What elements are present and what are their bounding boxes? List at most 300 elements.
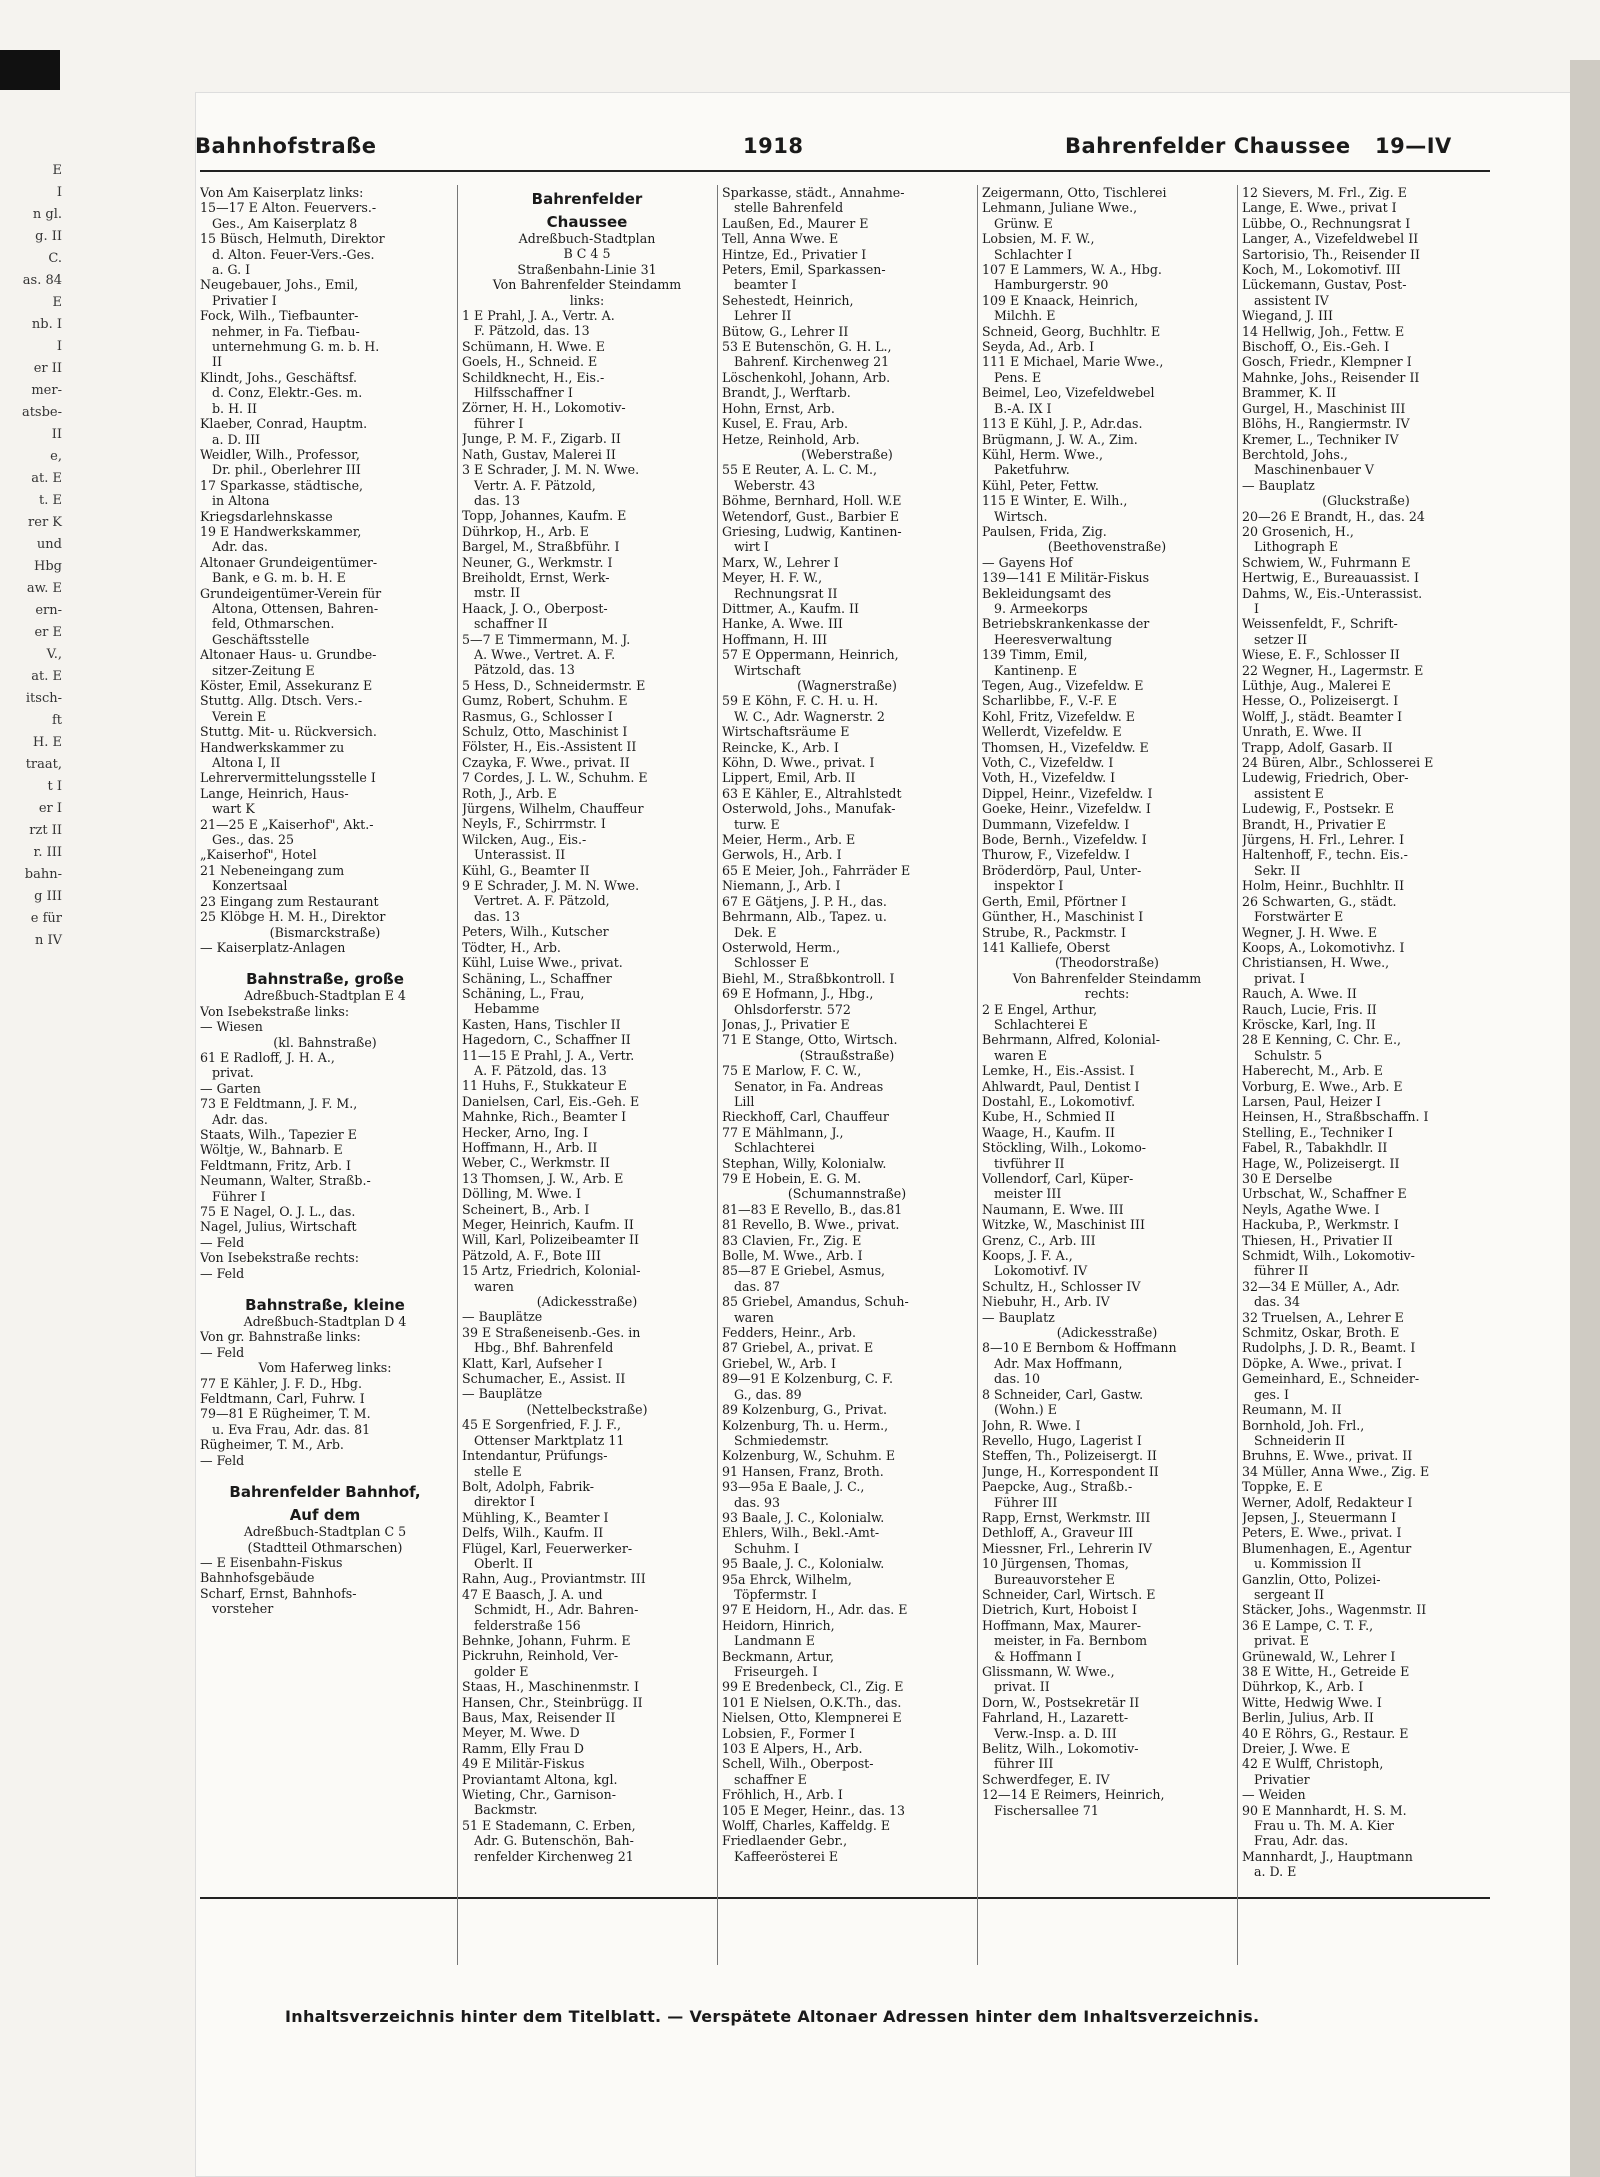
directory-entry: Pätzold, A. F., Bote III [462,1247,601,1263]
directory-entry: meister III [994,1186,1062,1202]
directory-entry: Rieckhoff, Carl, Chauffeur [722,1109,889,1125]
directory-entry: Vollendorf, Carl, Küper- [982,1171,1134,1186]
directory-entry: Feldtmann, Carl, Fuhrw. I [200,1391,365,1407]
column-2 [462,185,712,1965]
directory-entry: 1 E Prahl, J. A., Vertr. A. [462,308,615,324]
directory-entry: Mahnke, Rich., Beamter I [462,1109,627,1125]
directory-entry: a. D. III [212,431,261,447]
directory-entry: Biehl, M., Straßbkontroll. I [722,970,895,986]
directory-entry: renfelder Kirchenweg 21 [474,1848,634,1864]
directory-entry: Schumacher, E., Assist. II [462,1371,626,1387]
directory-entry: Dek. E [734,924,777,940]
directory-entry: privat. I [1254,970,1305,986]
directory-entry: Schwerdfeger, E. IV [982,1771,1110,1787]
directory-entry: (Adickesstraße) [1056,1325,1158,1341]
directory-entry: Osterwold, Herm., [722,939,841,955]
directory-entry: in Altona [212,493,270,509]
directory-entry: felderstraße 156 [474,1617,581,1633]
directory-entry: Bütow, G., Lehrer II [722,323,849,339]
directory-entry: Mahnke, Johs., Reisender II [1242,369,1420,385]
directory-entry: Wegner, J. H. Wwe. E [1242,924,1378,940]
directory-entry: Führer III [994,1494,1058,1510]
directory-entry: Adreßbuch-Stadtplan D 4 [243,1314,407,1330]
directory-entry: Dethloff, A., Graveur III [982,1525,1134,1541]
directory-entry: Lehmann, Juliane Wwe., [982,200,1138,216]
directory-entry: 141 Kalliefe, Oberst [982,939,1110,955]
directory-entry: 30 E Derselbe [1242,1171,1333,1186]
directory-entry: Dostahl, E., Lokomotivf. [982,1093,1136,1109]
directory-entry: Handwerkskammer zu [200,739,345,755]
directory-entry: 83 Clavien, Fr., Zig. E [722,1232,862,1248]
directory-entry: sergeant II [1254,1586,1325,1602]
directory-entry: Ahlwardt, Paul, Dentist I [982,1078,1140,1094]
directory-entry: 59 E Köhn, F. C. H. u. H. [722,693,879,709]
directory-entry: Kühl, Peter, Fettw. [982,477,1099,493]
directory-entry [200,1468,450,1478]
directory-entry: — Feld [200,1452,245,1468]
directory-entry: Köster, Emil, Assekuranz E [200,678,373,693]
directory-entry: 40 E Röhrs, G., Restaur. E [1242,1725,1409,1741]
directory-entry: Zörner, H. H., Lokomotiv- [462,400,626,416]
directory-entry: 95 Baale, J. C., Kolonialw. [722,1556,885,1572]
directory-entry: 15 Büsch, Helmuth, Direktor [200,231,385,247]
section-heading: Bahrenfelder [531,190,643,208]
directory-entry: 22 Wegner, H., Lagermstr. E [1242,662,1424,678]
directory-entry: 57 E Oppermann, Heinrich, [722,647,899,663]
directory-entry: Adreßbuch-Stadtplan E 4 [244,988,406,1004]
directory-entry: Haack, J. O., Oberpost- [462,600,608,616]
directory-page [195,92,1595,2177]
directory-entry: Paepcke, Aug., Straßb.- [982,1479,1133,1495]
directory-entry: Beckmann, Artur, [722,1648,834,1664]
column-divider [457,185,458,1965]
directory-entry: Rasmus, G., Schlosser I [462,708,613,724]
directory-entry: Vertret. A. F. Pätzold, [474,893,610,909]
directory-entry: Milchh. E [994,308,1056,324]
directory-entry: — Kaiserplatz-Anlagen [200,939,346,955]
directory-entry: Kröscke, Karl, Ing. II [1242,1016,1376,1032]
directory-entry: Hoffmann, H. III [722,631,828,647]
directory-entry: Schmidt, Wilh., Lokomotiv- [1242,1248,1415,1264]
directory-entry: Friseurgeh. I [734,1664,818,1679]
directory-entry: Kühl, Herm. Wwe., [982,446,1103,462]
directory-entry: Werner, Adolf, Redakteur I [1242,1494,1413,1510]
directory-entry: Sekr. II [1254,862,1301,878]
directory-entry: Junge, H., Korrespondent II [982,1463,1159,1479]
column-divider [977,185,978,1965]
directory-entry: Gemeinhard, E., Schneider- [1242,1371,1420,1387]
directory-entry: 15—17 E Alton. Feuervers.- [200,200,377,216]
directory-entry: Schlachterei E [994,1016,1088,1032]
directory-entry: Stelling, E., Techniker I [1242,1124,1393,1140]
directory-entry: Koch, M., Lokomotivf. III [1242,262,1401,278]
directory-entry: Dietrich, Kurt, Hoboist I [982,1602,1137,1618]
directory-entry: Hoffmann, Max, Maurer- [982,1617,1141,1633]
margin-fragment: itsch- [25,691,62,706]
directory-entry: Nath, Gustav, Malerei II [462,446,616,462]
directory-entry: das. 13 [474,908,521,924]
directory-entry: Hertwig, E., Bureauassist. I [1242,570,1420,586]
directory-entry: 75 E Marlow, F. C. W., [722,1063,862,1079]
directory-entry: 103 E Alpers, H., Arb. [722,1741,863,1757]
directory-entry: 87 Griebel, A., privat. E [722,1340,874,1356]
directory-entry: 32 Truelsen, A., Lehrer E [1242,1309,1404,1325]
directory-entry: Hagedorn, C., Schaffner II [462,1032,631,1048]
margin-fragment: ft [51,713,62,728]
directory-entry: 20—26 E Brandt, H., das. 24 [1242,508,1425,524]
margin-fragment: r. III [33,845,62,860]
directory-entry: Kremer, L., Techniker IV [1242,431,1399,447]
directory-entry: A. F. Pätzold, das. 13 [474,1062,607,1078]
directory-entry: golder E [474,1663,529,1679]
directory-entry: mstr. II [474,585,521,601]
directory-entry: 89—91 E Kolzenburg, C. F. [722,1371,893,1387]
directory-entry: Meger, Heinrich, Kaufm. II [462,1217,634,1232]
directory-entry: Töpfermstr. I [734,1586,817,1602]
previous-page-edge [0,160,68,2060]
directory-entry: 89 Kolzenburg, G., Privat. [722,1402,887,1418]
directory-entry: Gosch, Friedr., Klempner I [1242,354,1412,370]
page-edge [1570,60,1600,2177]
columns-area [200,185,1490,1965]
directory-entry: Mannhardt, J., Hauptmann [1242,1848,1413,1864]
directory-entry: Goeke, Heinr., Vizefeldw. I [982,801,1151,817]
directory-entry: Holm, Heinr., Buchhltr. II [1242,878,1405,894]
directory-entry: Reincke, K., Arb. I [722,739,839,755]
directory-entry: nehmer, in Fa. Tiefbau- [212,323,360,339]
directory-entry: Klatt, Karl, Aufseher I [462,1355,603,1371]
margin-fragment: C. [48,251,62,266]
directory-entry: wirt I [734,539,769,555]
directory-entry: Frau u. Th. M. A. Kier [1254,1818,1394,1834]
directory-entry: 19 E Handwerkskammer, [200,523,362,539]
directory-entry: Kantinenp. E [994,662,1078,678]
header-rule [200,170,1490,172]
directory-entry: — Weiden [1242,1787,1306,1803]
directory-entry: 5 Hess, D., Schneidermstr. E [462,677,646,693]
directory-entry: Thomsen, H., Vizefeldw. E [982,739,1149,755]
directory-entry: 10 Jürgensen, Thomas, [982,1556,1129,1572]
margin-fragment: mer- [31,383,62,398]
directory-entry: Straßenbahn-Linie 31 [517,261,657,277]
directory-entry: Behrmann, Alb., Tapez. u. [722,909,887,925]
directory-entry: Betriebskrankenkasse der [982,616,1150,632]
directory-entry: Lill [734,1093,755,1109]
directory-entry: Weissenfeldt, F., Schrift- [1242,616,1398,632]
margin-fragment: E [52,163,62,178]
directory-entry: Adr. Max Hoffmann, [994,1355,1123,1371]
directory-entry: Fröhlich, H., Arb. I [722,1787,843,1803]
directory-entry: Von Am Kaiserplatz links: [200,185,364,200]
directory-entry: Neyls, F., Schirrmstr. I [462,816,606,832]
directory-entry: Tegen, Aug., Vizefeldw. E [982,678,1144,693]
directory-entry: Hage, W., Polizeisergt. II [1242,1155,1400,1171]
directory-entry: Altona, Ottensen, Bahren- [212,600,379,616]
directory-entry: a. G. I [212,262,251,278]
directory-entry: Fedders, Heinr., Arb. [722,1325,856,1341]
directory-entry: Oberlt. II [474,1555,533,1571]
directory-entry: Hoffmann, H., Arb. II [462,1139,598,1155]
directory-entry: Senator, in Fa. Andreas [734,1078,884,1094]
directory-entry: (Stadtteil Othmarschen) [247,1539,403,1555]
directory-entry: Schümann, H. Wwe. E [462,338,605,354]
directory-entry: Dorn, W., Postsekretär II [982,1694,1140,1710]
directory-entry: 7 Cordes, J. L. W., Schuhm. E [462,770,648,786]
directory-entry: Dölling, M. Wwe. I [462,1186,582,1202]
column-1 [200,185,450,1965]
directory-entry: Kolzenburg, W., Schuhm. E [722,1448,896,1464]
margin-fragment: II [51,427,62,442]
directory-entry: Bargel, M., Straßbführ. I [462,539,620,555]
directory-entry: (Theodorstraße) [1055,955,1159,971]
directory-entry: Christiansen, H. Wwe., [1242,955,1390,971]
directory-entry: Altona I, II [212,755,281,771]
directory-entry: Kolzenburg, Th. u. Herm., [722,1417,889,1433]
directory-entry: Neyls, Agathe Wwe. I [1242,1201,1380,1217]
directory-entry: Bahnhofsgebäude [200,1570,315,1586]
directory-entry: Scharlibbe, F., V.-F. E [982,693,1117,709]
directory-entry: Adr. das. [212,1111,268,1127]
column-divider [717,185,718,1965]
directory-entry: Peters, Wilh., Kutscher [462,924,609,940]
directory-entry: Flügel, Karl, Feuerwerker- [462,1540,633,1556]
binding-shadow [0,50,60,90]
directory-entry: 90 E Mannhardt, H. S. M. [1242,1802,1407,1818]
directory-entry: wart K [212,801,255,817]
directory-entry: Wirtsch. [994,508,1048,524]
directory-entry: Heidorn, Hinrich, [722,1617,835,1633]
margin-fragment: t I [47,779,62,794]
directory-entry: das. 93 [734,1494,781,1510]
directory-entry: Ottenser Marktplatz 11 [474,1432,625,1448]
directory-entry: Schildknecht, H., Eis.- [462,369,605,385]
directory-entry: Witzke, W., Maschinist III [982,1217,1145,1233]
directory-entry: 12—14 E Reimers, Heinrich, [982,1787,1165,1803]
directory-entry: Ohlsdorferstr. 572 [734,1001,851,1017]
directory-entry: Dreier, J. Wwe. E [1242,1741,1351,1757]
directory-entry: Haberecht, M., Arb. E [1242,1063,1383,1079]
directory-entry: Koops, A., Lokomotivhz. I [1242,939,1405,955]
header-left-street: Bahnhofstraße [195,134,377,158]
margin-fragment: H. E [32,735,62,750]
directory-entry: Rauch, A. Wwe. II [1242,986,1357,1002]
directory-entry: 14 Hellwig, Joh., Fettw. E [1242,323,1405,339]
directory-entry: Fölster, H., Eis.-Assistent II [462,739,637,755]
directory-entry: Koops, J. F. A., [982,1248,1073,1264]
directory-entry: Von gr. Bahnstraße links: [200,1329,361,1345]
directory-entry: Lobsien, M. F. W., [982,231,1095,247]
margin-fragment: e für [30,911,62,926]
directory-entry: Voth, H., Vizefeldw. I [982,770,1116,786]
directory-entry: Haltenhoff, F., techn. Eis.- [1242,847,1408,863]
directory-entry: 53 E Butenschön, G. H. L., [722,339,892,355]
directory-entry: Kusel, E. Frau, Arb. [722,416,848,432]
directory-entry: Staas, H., Maschinenmstr. I [462,1679,639,1695]
directory-entry: assistent IV [1254,292,1329,308]
section-heading: Bahrenfelder Bahnhof, [229,1483,421,1502]
directory-entry: Nagel, Julius, Wirtschaft [200,1219,357,1235]
directory-entry: 2 E Engel, Arthur, [982,1001,1098,1017]
directory-entry: 49 E Militär-Fiskus [462,1756,585,1772]
directory-entry: 73 E Feldtmann, J. F. M., [200,1096,358,1112]
directory-entry: Baus, Max, Reisender II [462,1710,616,1725]
directory-entry: John, R. Wwe. I [982,1417,1081,1433]
directory-entry: Landmann E [734,1633,815,1649]
directory-entry: Neumann, Walter, Straßb.- [200,1173,371,1189]
directory-entry: Adreßbuch-Stadtplan C 5 [243,1524,407,1540]
directory-entry: Toppke, E. E [1242,1479,1323,1495]
directory-entry: Weberstr. 43 [734,477,816,493]
directory-entry [200,955,450,965]
header-page-number: 19—IV [1375,134,1452,158]
directory-entry: Heeresverwaltung [994,631,1113,647]
directory-entry: Fabel, R., Tabakhdlr. II [1242,1140,1388,1156]
directory-entry: Ramm, Elly Frau D [462,1740,585,1756]
directory-entry: Grundeigentümer-Verein für [200,585,382,601]
directory-entry: 23 Eingang zum Restaurant [200,893,379,909]
header-year: 1918 [743,134,804,158]
directory-entry: waren [734,1309,774,1325]
directory-entry: 15 Artz, Friedrich, Kolonial- [462,1263,641,1279]
directory-entry: 79—81 E Rügheimer, T. M. [200,1406,371,1422]
directory-entry: Wirtschaftsräume E [722,724,850,740]
margin-fragment: atsbe- [21,405,62,420]
directory-entry: 139 Timm, Emil, [982,647,1088,663]
directory-entry: 77 E Mählmann, J., [722,1124,844,1140]
directory-entry: Mühling, K., Beamter I [462,1509,609,1525]
directory-entry: 115 E Winter, E. Wilh., [982,493,1128,509]
directory-entry: Lippert, Emil, Arb. II [722,770,856,786]
directory-entry: Bureauvorsteher E [994,1571,1115,1587]
directory-entry: Böhme, Bernhard, Holl. W.E [722,493,902,509]
directory-entry: Hanke, A. Wwe. III [722,616,843,632]
directory-entry: Unterassist. II [474,847,566,863]
directory-entry: Paketfuhrw. [994,462,1070,478]
directory-entry: Lehrervermittelungsstelle I [200,770,376,786]
directory-entry: Bode, Bernh., Vizefeldw. I [982,832,1147,848]
directory-entry: Schell, Wilh., Oberpost- [722,1756,874,1772]
directory-entry: Grünw. E [994,215,1053,231]
directory-entry: Junge, P. M. F., Zigarb. II [462,431,621,447]
directory-entry: Dummann, Vizefeldw. I [982,816,1130,832]
section-heading: Bahnstraße, kleine [245,1296,405,1315]
directory-entry: 107 E Lammers, W. A., Hbg. [982,262,1162,278]
directory-entry: Vorburg, E. Wwe., Arb. E [1242,1078,1403,1094]
directory-entry: unternehmung G. m. b. H. [212,339,380,355]
directory-entry: Zeigermann, Otto, Tischlerei [982,185,1167,200]
directory-entry: Heinsen, H., Straßbschaffn. I [1242,1109,1429,1125]
directory-entry: Schäning, L., Frau, [462,985,585,1001]
directory-entry: Sparkasse, städt., Annahme- [722,185,905,200]
directory-entry: inspektor I [994,878,1064,894]
directory-entry: Scharf, Ernst, Bahnhofs- [200,1585,357,1601]
directory-entry: Rudolphs, J. D. R., Beamt. I [1242,1340,1416,1356]
directory-entry: b. H. II [212,400,258,416]
margin-fragment: V., [46,647,62,662]
directory-entry: Stephan, Willy, Kolonialw. [722,1155,887,1171]
directory-entry: Bolt, Adolph, Fabrik- [462,1478,595,1494]
directory-entry: Rügheimer, T. M., Arb. [200,1437,344,1453]
directory-entry: Bornhold, Joh. Frl., [1242,1417,1365,1433]
directory-entry: 79 E Hobein, E. G. M. [722,1171,862,1186]
directory-entry: Adr. G. Butenschön, Bah- [474,1833,634,1849]
directory-entry: Ehlers, Wilh., Bekl.-Amt- [722,1525,880,1541]
margin-fragment: ern- [35,603,62,618]
directory-entry: 26 Schwarten, G., städt. [1242,893,1397,909]
directory-entry: Jonas, J., Privatier E [722,1016,850,1032]
margin-fragment: er II [33,361,62,376]
directory-entry: 109 E Knaack, Heinrich, [982,292,1139,308]
directory-entry: Neuner, G., Werkmstr. I [462,554,613,570]
directory-entry: Gurgel, H., Maschinist III [1242,400,1406,416]
directory-entry: 5—7 E Timmermann, M. J. [462,631,631,647]
directory-entry: & Hoffmann I [994,1648,1082,1664]
directory-entry: Roth, J., Arb. E [462,785,557,801]
directory-entry: Intendantur, Prüfungs- [462,1448,608,1464]
directory-entry: Tell, Anna Wwe. E [722,231,839,247]
directory-entry: Topp, Johannes, Kaufm. E [462,508,627,524]
margin-fragment: at. E [31,471,62,486]
directory-entry: setzer II [1254,631,1308,647]
directory-entry: Strube, R., Packmstr. I [982,924,1127,940]
directory-entry: 3 E Schrader, J. M. N. Wwe. [462,462,640,478]
directory-entry: 45 E Sorgenfried, F. J. F., [462,1417,621,1433]
directory-entry: Vertr. A. F. Pätzold, [474,477,596,493]
directory-entry: Blumenhagen, E., Agentur [1242,1540,1412,1556]
directory-entry: Fahrland, H., Lazarett- [982,1710,1129,1726]
directory-entry: Hackuba, P., Werkmstr. I [1242,1217,1399,1233]
directory-entry: Wetendorf, Gust., Barbier E [722,508,900,524]
directory-entry: (Wagnerstraße) [797,678,897,693]
directory-entry: (Gluckstraße) [1322,493,1410,509]
directory-entry: 85—87 E Griebel, Asmus, [722,1263,886,1279]
directory-entry: Fock, Wilh., Tiefbaunter- [200,308,359,324]
directory-entry: Sehestedt, Heinrich, [722,292,854,308]
directory-entry: Dr. phil., Oberlehrer III [212,462,361,478]
directory-entry: 81 Revello, B. Wwe., privat. [722,1217,900,1233]
directory-entry: privat. [212,1065,254,1081]
directory-entry: Weber, C., Werkmstr. II [462,1155,610,1171]
column-5 [1242,185,1490,1965]
directory-entry: links: [569,292,605,308]
directory-entry: Reumann, M. II [1242,1402,1342,1418]
directory-entry: 81—83 E Revello, B., das.81 [722,1201,903,1217]
directory-entry: Lübbe, O., Rechnungsrat I [1242,215,1411,231]
directory-entry: (Beethovenstraße) [1047,539,1167,555]
directory-entry: privat. II [994,1679,1050,1695]
directory-entry: 20 Grosenich, H., [1242,523,1354,539]
directory-entry: Voth, C., Vizefeldw. I [982,755,1114,771]
directory-entry: Lange, Heinrich, Haus- [200,785,349,801]
directory-entry: (Adickesstraße) [536,1294,638,1310]
directory-entry: Lehrer II [734,308,792,324]
directory-entry: Thurow, F., Vizefeldw. I [982,847,1130,863]
directory-entry: Danielsen, Carl, Eis.-Geh. E [462,1093,640,1109]
directory-entry: Wilcken, Aug., Eis.- [462,831,587,847]
directory-entry: Rechnungsrat II [734,585,838,601]
directory-entry: Lange, E. Wwe., privat I [1242,200,1397,216]
directory-entry: Schlosser E [734,955,809,971]
directory-entry: Gerwols, H., Arb. I [722,847,842,863]
directory-entry: Fischersallee 71 [994,1802,1099,1818]
directory-entry: Hecker, Arno, Ing. I [462,1124,589,1140]
directory-entry: Schulstr. 5 [1254,1047,1323,1063]
directory-entry: 12 Sievers, M. Frl., Zig. E [1242,185,1407,200]
directory-entry: Kaffeerösterei E [734,1848,839,1864]
directory-entry: Peters, Emil, Sparkassen- [722,262,886,278]
directory-entry: Gumz, Robert, Schuhm. E [462,693,628,709]
directory-entry: Brandt, H., Privatier E [1242,816,1386,832]
